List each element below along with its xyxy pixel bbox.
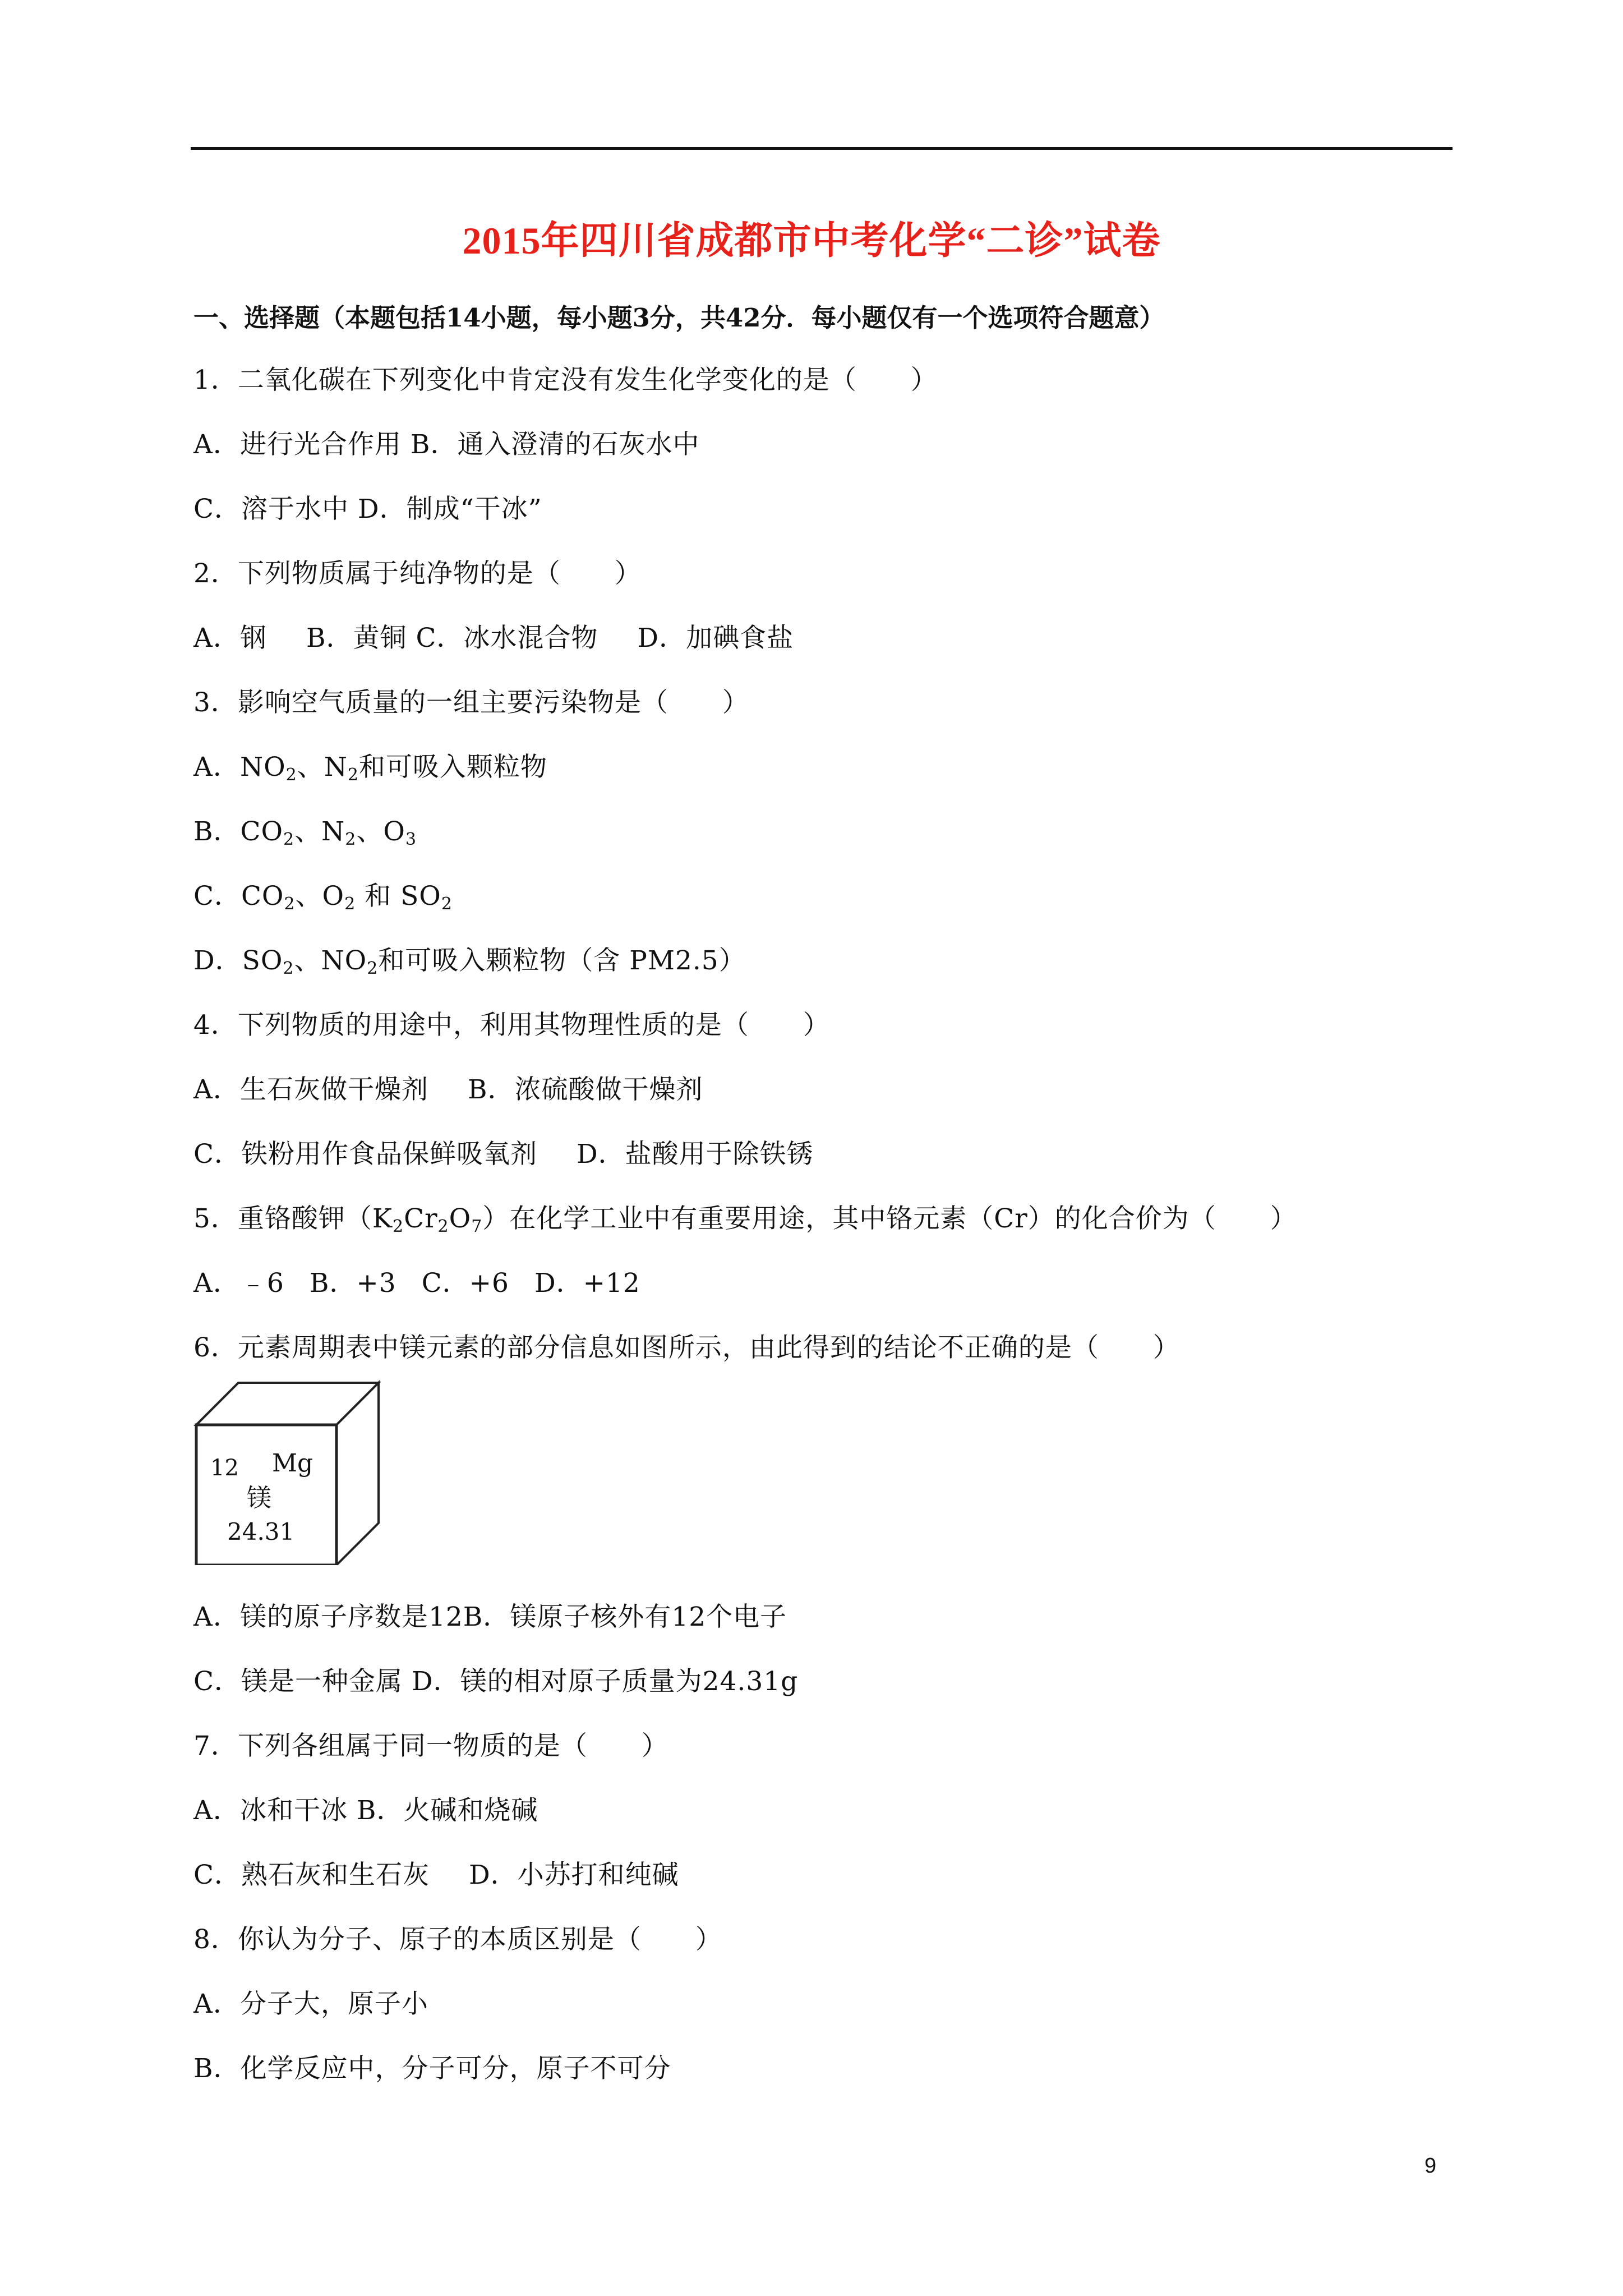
- option-d: D．小苏打和纯碱: [468, 1860, 679, 1890]
- question-8-option-a: A．分子大，原子小: [193, 1989, 428, 2019]
- option-c: C．铁粉用作食品保鲜吸氧剂: [193, 1139, 537, 1170]
- question-3-option-c: C．$CO_2$、$O_2$ 和 $SO_2$: [193, 881, 453, 914]
- question-1-stem: 1．二氧化碳在下列变化中肯定没有发生化学变化的是（ ）: [193, 365, 938, 395]
- page-title: 2015年四川省成都市中考化学“二诊”试卷: [462, 219, 1161, 262]
- question-1-options-cd: [193, 488, 542, 526]
- option-c: C．冰水混合物: [416, 623, 598, 654]
- question-7-stem: 7．下列各组属于同一物质的是（ ）: [193, 1731, 668, 1761]
- page-number: 9: [1424, 2154, 1437, 2178]
- option-d: D．镁的相对原子质量为24.31g: [411, 1666, 799, 1697]
- option-c: C．溶于水中: [193, 494, 349, 524]
- option-d: D．盐酸用于除铁锈: [576, 1139, 814, 1170]
- option-a: A．生石灰做干燥剂: [193, 1074, 428, 1105]
- question-8-stem: 8．你认为分子、原子的本质区别是（ ）: [193, 1924, 722, 1955]
- section-heading: 一、选择题（本题包括14小题，每小题3分，共42分．每小题仅有一个选项符合题意）: [193, 303, 1165, 333]
- option-a: A．进行光合作用: [193, 429, 402, 460]
- question-7-options-ab: [193, 1789, 538, 1827]
- question-6-options-ab: [193, 1596, 787, 1634]
- option-a: A．钢: [193, 623, 267, 654]
- option-c: C．镁是一种金属: [193, 1666, 403, 1697]
- option-c: C．熟石灰和生石灰: [193, 1860, 430, 1890]
- option-a: A．冰和干冰: [193, 1795, 348, 1826]
- question-2-options: [193, 617, 794, 655]
- question-4-options-cd: [193, 1133, 814, 1171]
- option-a: A．镁的原子序数是12: [193, 1602, 463, 1632]
- question-2-stem: 2．下列物质属于纯净物的是（ ）: [193, 558, 642, 589]
- option-b: B．黄铜: [306, 623, 407, 654]
- question-4-stem: 4．下列物质的用途中，利用其物理性质的是（ ）: [193, 1010, 830, 1041]
- question-3-option-a: A．$NO_2$、$N_2$和可吸入颗粒物: [193, 752, 547, 785]
- option-a: A．﹣6: [193, 1268, 284, 1299]
- magnesium-element-cube-figure: [193, 1380, 381, 1565]
- option-c: C．+6: [421, 1268, 509, 1299]
- question-3-option-b: B．$CO_2$、$N_2$、$O_3$: [193, 816, 417, 849]
- element-symbol: Mg: [272, 1449, 313, 1478]
- option-b: B．火碱和烧碱: [356, 1795, 538, 1826]
- question-8-option-b: B．化学反应中，分子可分，原子不可分: [193, 2053, 671, 2084]
- option-d: D．制成“干冰”: [357, 494, 542, 524]
- question-7-options-cd: [193, 1854, 679, 1892]
- header-rule: [191, 147, 1453, 150]
- element-number: 12: [210, 1455, 239, 1481]
- element-name: 镁: [247, 1484, 271, 1512]
- element-mass: 24.31: [227, 1518, 295, 1545]
- option-b: B．镁原子核外有12个电子: [463, 1602, 787, 1632]
- question-1-options-ab: [193, 424, 699, 461]
- question-4-options-ab: [193, 1069, 703, 1106]
- option-b: B．+3: [309, 1268, 396, 1299]
- question-6-stem: 6．元素周期表中镁元素的部分信息如图所示，由此得到的结论不正确的是（ ）: [193, 1332, 1180, 1363]
- option-d: D．加碘食盐: [637, 623, 794, 654]
- option-b: B．通入澄清的石灰水中: [410, 429, 700, 460]
- question-5-stem: 5．重铬酸钾$(K_2Cr_2O_7)$在化学工业中有重要用途，其中铬元素（Cr）的化合价为（ ）: [193, 1203, 1297, 1236]
- question-3-option-d: D．$SO_2$、$NO_2$和可吸入颗粒物（含 PM2.5）: [193, 945, 746, 978]
- option-d: D．+12: [534, 1268, 640, 1299]
- option-b: B．浓硫酸做干燥剂: [467, 1074, 703, 1105]
- question-5-options: [193, 1262, 640, 1300]
- question-6-options-cd: [193, 1660, 798, 1698]
- question-3-stem: 3．影响空气质量的一组主要污染物是（ ）: [193, 687, 749, 718]
